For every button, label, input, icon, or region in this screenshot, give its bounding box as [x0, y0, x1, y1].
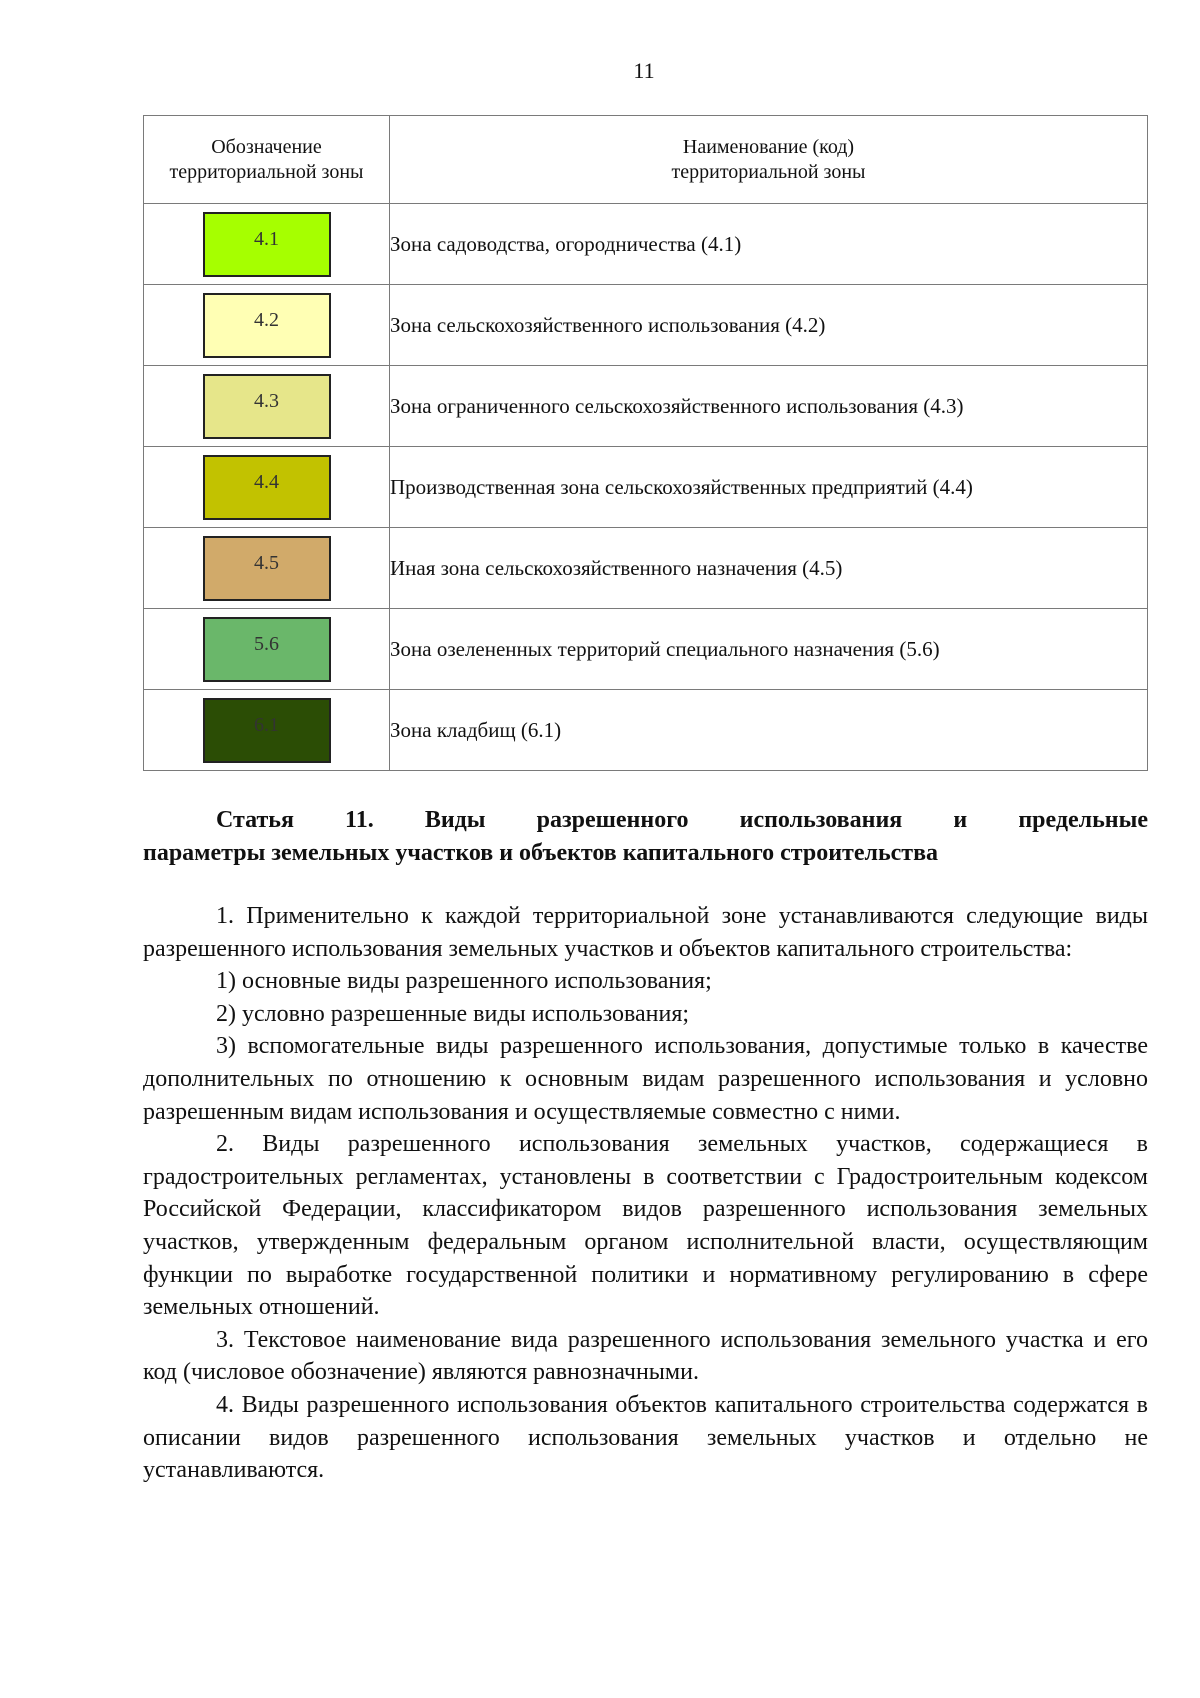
article-heading — [143, 804, 1148, 870]
table-row — [144, 447, 1148, 528]
table-row — [144, 528, 1148, 609]
header-zone-name — [390, 116, 1148, 204]
zone-color-swatch: 4.3 — [203, 374, 331, 439]
zone-swatch-cell — [144, 285, 390, 366]
table-row — [144, 204, 1148, 285]
zone-name: Зона кладбищ (6.1) — [390, 690, 1148, 771]
page-number: 11 — [633, 58, 655, 83]
zone-swatch-cell — [144, 609, 390, 690]
zone-name: Зона ограниченного сельскохозяйственного использования (4.3) — [390, 366, 1148, 447]
zone-color-swatch: 4.1 — [203, 212, 331, 277]
zone-color-swatch: 4.2 — [203, 293, 331, 358]
article-paragraph: 3) вспомогательные виды разрешенного использования, допустимые только в качестве дополнительных по отношению к основным видам разрешенного использования и условно разрешенным видам использования и осуществляемые совместно с ними. — [143, 1033, 1148, 1125]
article-paragraph: 1. Применительно к каждой территориальной зоне устанавливаются следующие виды разрешенного использования земельных участков и объектов капитального строительства: — [143, 903, 1148, 962]
article-heading-line1: Статья 11. Виды разрешенного использования и предельные — [216, 807, 1148, 833]
article-heading-line2: параметры земельных участков и объектов капитального строительства — [143, 840, 939, 866]
header-zone-designation: Обозначение территориальной зоны — [144, 116, 390, 204]
zone-name: Зона сельскохозяйственного использования (4.2) — [390, 285, 1148, 366]
zone-name: Производственная зона сельскохозяйственных предприятий (4.4) — [390, 447, 1148, 528]
zone-swatch-cell — [144, 447, 390, 528]
table-row — [144, 285, 1148, 366]
zone-color-swatch: 4.4 — [203, 455, 331, 520]
table-row — [144, 690, 1148, 771]
table-row — [144, 609, 1148, 690]
article-paragraph: 4. Виды разрешенного использования объектов капитального строительства содержатся в описании видов разрешенного использования земельных участков и отдельно не устанавливаются. — [143, 1391, 1148, 1484]
article-paragraph: 2. Виды разрешенного использования земельных участков, содержащиеся в градостроительных регламентах, установлены в соответствии с Градостроительным кодексом Российской Федерации, классификатором видов разрешенного использования земельных участков, утвержденным федеральным органом исполнительной власти, осуществляющим функции по выработке государственной политики и нормативному регулированию в сфере земельных отношений. — [143, 1131, 1148, 1321]
zone-name: Зона озелененных территорий специального назначения (5.6) — [390, 609, 1148, 690]
zone-swatch-cell — [144, 204, 390, 285]
zone-color-swatch: 6.1 — [203, 698, 331, 763]
article-paragraph: 3. Текстовое наименование вида разрешенного использования земельного участка и его код (числовое обозначение) являются равнозначными. — [143, 1326, 1148, 1386]
zone-color-swatch: 5.6 — [203, 617, 331, 682]
article-paragraph: 2) условно разрешенные виды использования; — [216, 1000, 690, 1027]
article-body — [143, 900, 1148, 1487]
article-paragraph: 1) основные виды разрешенного использования; — [216, 968, 712, 995]
zone-name: Иная зона сельскохозяйственного назначения (4.5) — [390, 528, 1148, 609]
zone-swatch-cell — [144, 528, 390, 609]
zone-name: Зона садоводства, огородничества (4.1) — [390, 204, 1148, 285]
header-zone-name-line2: территориальной зоны — [671, 160, 866, 183]
table-header-row — [144, 116, 1148, 204]
table-row — [144, 366, 1148, 447]
header-zone-name-line1: Наименование (код) — [682, 135, 855, 158]
legend-body — [144, 204, 1148, 771]
zone-color-swatch: 4.5 — [203, 536, 331, 601]
zone-legend-table — [143, 115, 1148, 771]
zone-swatch-cell — [144, 690, 390, 771]
zone-swatch-cell — [144, 366, 390, 447]
